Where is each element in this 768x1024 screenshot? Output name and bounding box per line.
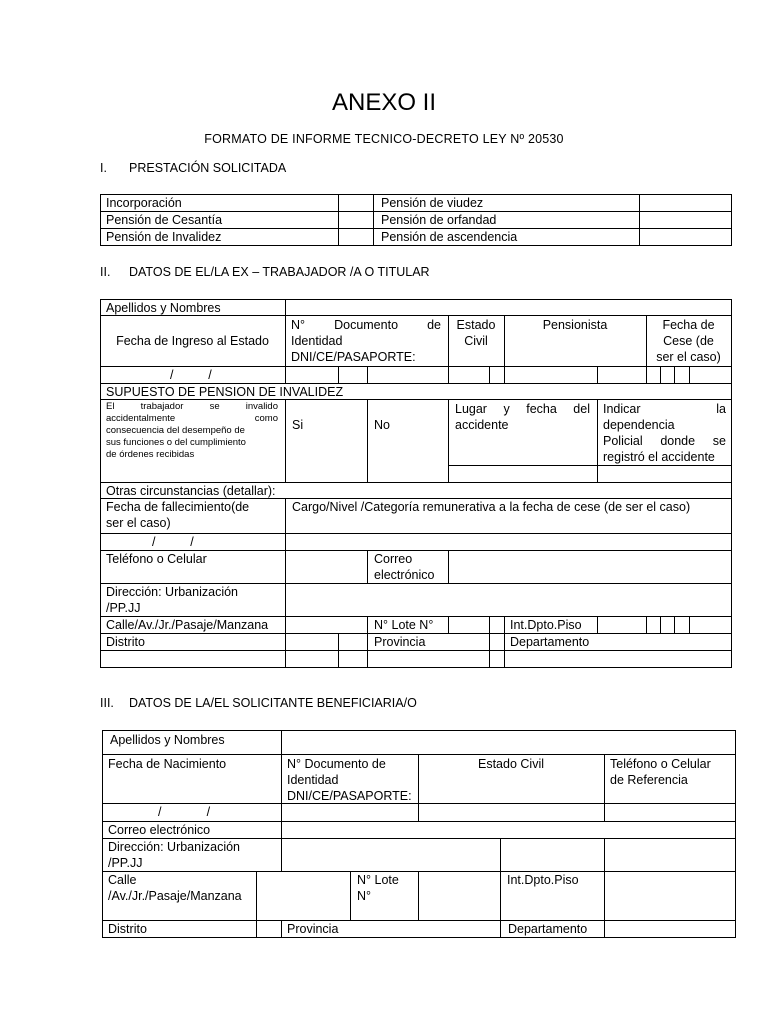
label-indicar-3: Policial donde se: [603, 434, 726, 448]
label-indicar-2: dependencia: [603, 418, 675, 432]
label-otras: Otras circunstancias (detallar):: [106, 484, 276, 498]
label-doc-1: N° Documento de: [291, 318, 441, 332]
s3-label-doc-2: Identidad: [287, 773, 339, 787]
s3-label-departamento: Departamento: [508, 922, 588, 936]
option-incorporacion: Incorporación: [106, 196, 182, 210]
s3-label-lote-1: N° Lote: [357, 873, 399, 887]
s3-label-direccion-2: /PP.JJ: [108, 856, 143, 870]
s3-label-doc-1: N° Documento de: [287, 757, 386, 771]
label-pensionista: Pensionista: [542, 318, 608, 332]
label-fallecimiento-2: ser el caso): [106, 516, 171, 530]
s3-label-telefono-2: de Referencia: [610, 773, 688, 787]
option-orfandad: Pensión de orfandad: [381, 213, 497, 227]
label-telefono: Teléfono o Celular: [106, 552, 207, 566]
label-fecha-cese-3: ser el caso): [656, 350, 721, 364]
date-slashes: / /: [170, 368, 212, 382]
date-slashes-2: / /: [152, 535, 194, 549]
s3-label-correo: Correo electrónico: [108, 823, 211, 837]
s3-label-telefono-1: Teléfono o Celular: [610, 757, 711, 771]
label-fecha-cese-1: Fecha de: [662, 318, 715, 332]
label-doc-2: Identidad: [291, 334, 343, 348]
label-fallecimiento-1: Fecha de fallecimiento(de: [106, 500, 250, 514]
label-estado-civil-1: Estado: [456, 318, 496, 332]
s3-label-provincia: Provincia: [287, 922, 339, 936]
label-trabajador-5: de órdenes recibidas: [106, 449, 195, 460]
label-apellidos: Apellidos y Nombres: [106, 301, 221, 315]
document-title: ANEXO II: [331, 89, 437, 116]
label-indicar-1: Indicar la: [603, 402, 726, 416]
label-trabajador-2: accidentalmente como: [106, 413, 278, 424]
s3-label-calle-1: Calle: [108, 873, 137, 887]
label-lugar-1: Lugar y fecha del: [455, 402, 590, 416]
label-estado-civil-2: Civil: [464, 334, 488, 348]
option-invalidez: Pensión de Invalidez: [106, 230, 222, 244]
section2-heading: DATOS DE EL/LA EX – TRABAJADOR /A O TITULAR: [129, 265, 430, 279]
label-supuesto: SUPUESTO DE PENSION DE INVALIDEZ: [106, 385, 344, 399]
label-calle: Calle/Av./Jr./Pasaje/Manzana: [106, 618, 269, 632]
label-no: No: [374, 418, 390, 432]
label-int: Int.Dpto.Piso: [510, 618, 582, 632]
label-si: Si: [292, 418, 304, 432]
label-fecha-ingreso: Fecha de Ingreso al Estado: [116, 334, 269, 348]
label-indicar-4: registró el accidente: [603, 450, 715, 464]
label-doc-3: DNI/CE/PASAPORTE:: [291, 350, 416, 364]
s3-label-apellidos: Apellidos y Nombres: [110, 733, 225, 747]
section3-number: III.: [100, 696, 114, 710]
label-correo-1: Correo: [374, 552, 413, 566]
label-provincia: Provincia: [374, 635, 426, 649]
option-ascendencia: Pensión de ascendencia: [381, 230, 518, 244]
label-trabajador-1: El trabajador se invalido: [106, 401, 278, 412]
s3-date-slashes: / /: [158, 805, 211, 819]
section1-heading: PRESTACIÓN SOLICITADA: [129, 161, 287, 175]
label-distrito: Distrito: [106, 635, 145, 649]
option-cesantia: Pensión de Cesantía: [106, 213, 223, 227]
document-subtitle: FORMATO DE INFORME TECNICO-DECRETO LEY Nº 20530: [204, 132, 564, 146]
label-trabajador-3: consecuencia del desempeño de: [106, 425, 245, 436]
label-direccion-2: /PP.JJ: [106, 601, 141, 615]
s3-label-doc-3: DNI/CE/PASAPORTE:: [287, 789, 412, 803]
label-departamento: Departamento: [510, 635, 590, 649]
label-direccion-1: Dirección: Urbanización: [106, 585, 239, 599]
label-cargo: Cargo/Nivel /Categoría remunerativa a la fecha de cese (de ser el caso): [292, 500, 691, 514]
s3-label-lote-2: N°: [357, 889, 372, 903]
s3-label-fecha-nac: Fecha de Nacimiento: [108, 757, 227, 771]
label-fecha-cese-2: Cese (de: [663, 334, 714, 348]
s3-label-direccion-1: Dirección: Urbanización: [108, 840, 241, 854]
section3-heading: DATOS DE LA/EL SOLICITANTE BENEFICIARIA/O: [129, 696, 417, 710]
section2-number: II.: [100, 265, 111, 279]
label-trabajador-4: sus funciones o del cumplimiento: [106, 437, 246, 448]
label-lote: N° Lote N°: [374, 618, 434, 632]
label-lugar-2: accidente: [455, 418, 509, 432]
s3-label-calle-2: /Av./Jr./Pasaje/Manzana: [108, 889, 242, 903]
s3-label-estado-civil: Estado Civil: [478, 757, 544, 771]
label-correo-2: electrónico: [374, 568, 435, 582]
section1-number: I.: [100, 161, 107, 175]
s3-label-int: Int.Dpto.Piso: [507, 873, 579, 887]
option-viudez: Pensión de viudez: [381, 196, 484, 210]
s3-label-distrito: Distrito: [108, 922, 147, 936]
